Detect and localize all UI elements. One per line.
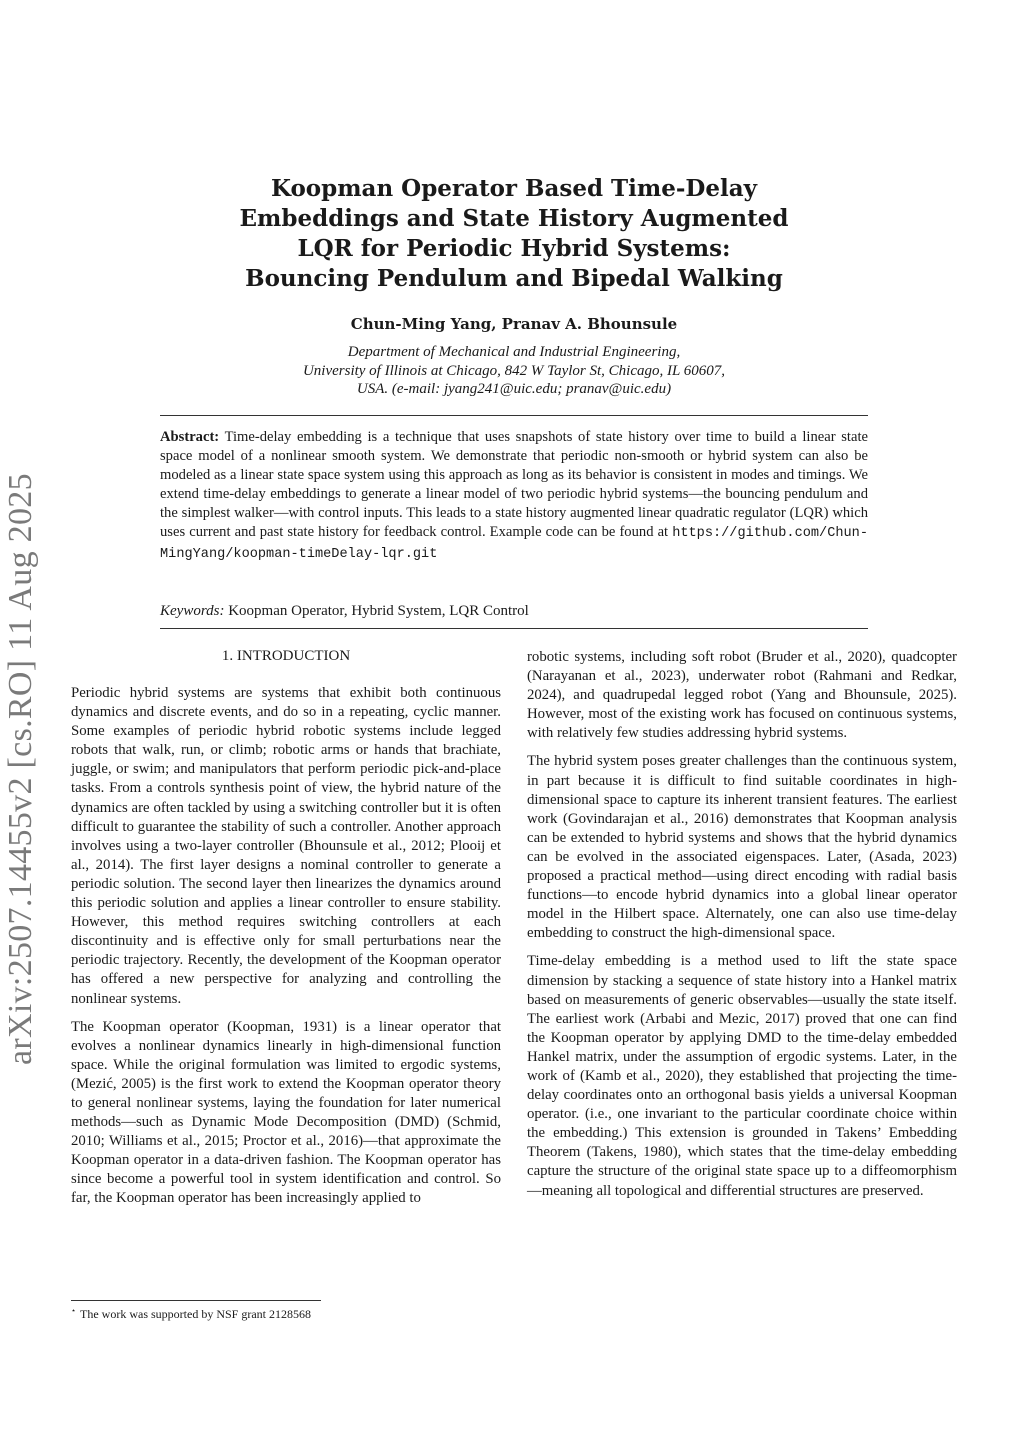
paper-title (160, 174, 868, 294)
footnote-text: The work was supported by NSF grant 2128568 (80, 1307, 311, 1321)
title-line: Embeddings and State History Augmented (239, 205, 789, 232)
abstract-label: Abstract: (160, 429, 220, 445)
code-url-link[interactable]: https://github.com/Chun-MingYang/koopman-timeDelay-lqr.git (160, 526, 868, 562)
paragraph: Periodic hybrid systems are systems that exhibit both continuous dynamics and discrete events, and do so in a repeating, cyclic manner. Some examples of periodic hybrid robotic systems include legged robots that walk, run, or climb; robotic arms or hands that brachiate, juggle, or swim; and manipulators that perform periodic pick-and-place tasks. From a controls synthesis point of view, the hybrid nature of the dynamics are often tackled by using a switching controller but it is often difficult to guarantee the stability of such a controller. Another approach involves using a two-layer controller (Bhounsule et al., 2012; Plooij et al., 2014). The first layer designs a nominal controller to generate a periodic solution. The second layer then linearizes the dynamics around this periodic solution and applies a linear controller to ensure stability. However, this method requires switching controllers at each discontinuity and is effective only for small perturbations near the periodic trajectory. Recently, the development of the Koopman operator has offered a new perspective for analyzing and controlling the nonlinear systems. (71, 685, 501, 1007)
affiliation-line: Department of Mechanical and Industrial Engineering, (347, 344, 681, 360)
affiliation (160, 343, 868, 399)
title-line: LQR for Periodic Hybrid Systems: (297, 235, 731, 262)
paragraph: Time-delay embedding is a method used to lift the state space dimension by stacking a sequence of state history into a Hankel matrix based on measurements of generic observables—usually the state itself. The earliest work (Arbabi and Mezic, 2017) proved that one can find the Koopman operator by applying DMD to the time-delay embedded Hankel matrix, under the assumption of ergodic systems. Later, in the work of (Kamb et al., 2020), they established that projecting the time-delay coordinates onto an orthogonal basis yields a universal Koopman operator. (i.e., one invariant to the particular coordinate choice within the embedding.) This extension is grounded in Takens’ Embedding Theorem (Takens, 1980), which states that the time-delay embedding capture the structure of the original state space up to a diffeomorphism—meaning all topological and differential structures are preserved. (527, 953, 957, 1199)
paragraph: The hybrid system poses greater challenges than the continuous system, in part because it is difficult to find suitable coordinates in high-dimensional space to capture its inherent transient features. The earliest work (Govindarajan et al., 2016) demonstrates that Koopman analysis can be extended to hybrid systems and shows that the hybrid dynamics can be evolved in the associated eigenspaces. Later, (Asada, 2023) proposed a practical method—using direct encoding with radial basis functions—to encode hybrid dynamics into a global linear operator model in the Hilbert space. Alternately, one can also use time-delay embedding to construct the high-dimensional space. (527, 753, 957, 942)
section-heading: 1. INTRODUCTION (221, 648, 351, 664)
affiliation-line: USA. (e-mail: jyang241@uic.edu; pranav@uic.edu) (356, 381, 672, 397)
abstract-text: Time-delay embedding is a technique that uses snapshots of state history over time to build a linear state space model of a nonlinear smooth system. We demonstrate that periodic non-smooth or hybrid system can also be modeled as a linear state space system using this approach as long as its behavior is consistent in modes and timings. We extend time-delay embeddings to generate a linear model of two periodic hybrid systems—the bouncing pendulum and the simplest walker—with control inputs. This leads to a state history augmented linear quadratic regulator (LQR) which uses current and past state history for feedback control. Example code can be found at (160, 429, 868, 541)
abstract (160, 428, 868, 564)
footnote (71, 1306, 311, 1322)
affiliation-line: University of Illinois at Chicago, 842 W Taylor St, Chicago, IL 60607, (302, 362, 726, 379)
footnote-rule (71, 1300, 321, 1301)
keywords-text: Koopman Operator, Hybrid System, LQR Control (228, 603, 529, 619)
left-column (71, 684, 501, 1218)
paragraph: The Koopman operator (Koopman, 1931) is a linear operator that evolves a nonlinear dynamics linearly in high-dimensional function space. While the original formulation was limited to ergodic systems, (Mezić, 2005) is the first work to extend the Koopman operator theory to general nonlinear systems, laying the foundation for later numerical methods—such as Dynamic Mode Decomposition (DMD) (Schmid, 2010; Williams et al., 2015; Proctor et al., 2016)—that approximate the Koopman operator in a data-driven fashion. The Koopman operator has since become a powerful tool in system identification and control. So far, the Koopman operator has been increasingly applied to (71, 1018, 501, 1207)
authors: Chun-Ming Yang, Pranav A. Bhounsule (350, 315, 678, 333)
keywords-label: Keywords: (160, 603, 225, 619)
footnote-marker: ⋆ (71, 1306, 77, 1315)
paragraph: robotic systems, including soft robot (Bruder et al., 2020), quadcopter (Narayanan et al., 2023), underwater robot (Rahmani and Redkar, 2024), and quadrupedal legged robot (Yang and Bhounsule, 2025). However, most of the existing work has focused on continuous systems, with relatively few studies addressing hybrid systems. (527, 649, 957, 742)
arxiv-identifier: arXiv:2507.14455v2 [cs.RO] 11 Aug 2025 (2, 473, 39, 1065)
abstract-bottom-rule (160, 628, 868, 629)
title-line: Koopman Operator Based Time-Delay (270, 175, 758, 202)
title-line: Bouncing Pendulum and Bipedal Walking (245, 265, 783, 292)
right-column (527, 648, 957, 1210)
abstract-top-rule (160, 415, 868, 416)
keywords (160, 603, 868, 620)
